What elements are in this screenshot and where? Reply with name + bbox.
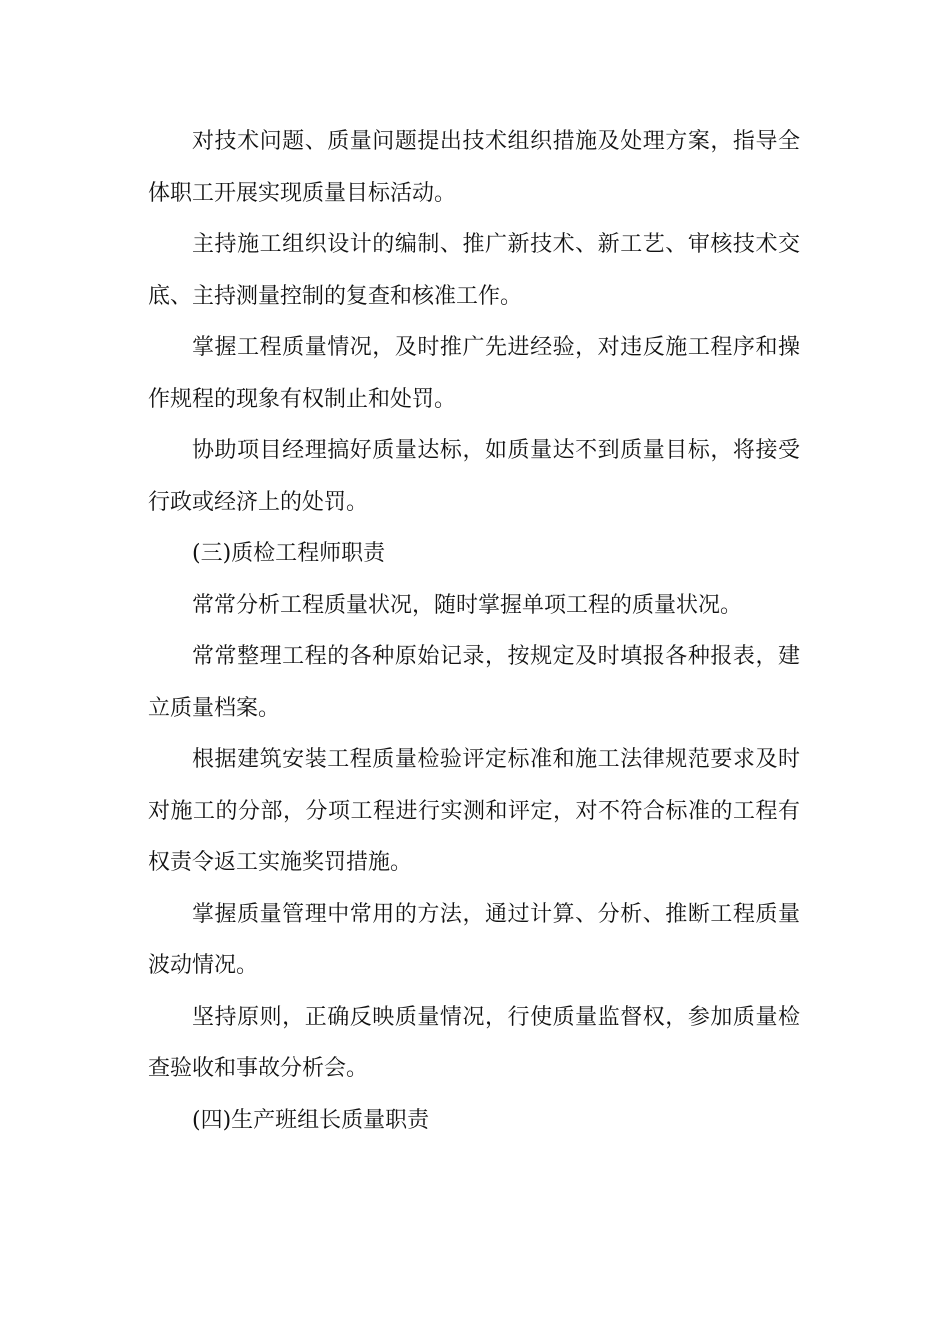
paragraph-quality-status: 掌握工程质量情况，及时推广先进经验，对违反施工程序和操作规程的现象有权制止和处罚。 (148, 335, 800, 412)
document-body (148, 116, 800, 1146)
paragraph-technical-measures: 对技术问题、质量问题提出技术组织措施及处理方案，指导全体职工开展实现质量目标活动。 (148, 129, 800, 206)
paragraph-management-methods: 掌握质量管理中常用的方法，通过计算、分析、推断工程质量波动情况。 (148, 901, 800, 978)
section-heading-inspection-engineer: (三)质检工程师职责 (192, 541, 386, 566)
paragraph-construction-design: 主持施工组织设计的编制、推广新技术、新工艺、审核技术交底、主持测量控制的复查和核准工作。 (148, 232, 800, 309)
paragraph-inspection-standards: 根据建筑安装工程质量检验评定标准和施工法律规范要求及时对施工的分部，分项工程进行实测和评定，对不符合标准的工程有权责令返工实施奖罚措施。 (148, 747, 800, 875)
paragraph-analyze-quality: 常常分析工程质量状况，随时掌握单项工程的质量状况。 (192, 592, 743, 618)
paragraph-assist-manager: 协助项目经理搞好质量达标，如质量达不到质量目标，将接受行政或经济上的处罚。 (148, 438, 800, 515)
paragraph-records: 常常整理工程的各种原始记录，按规定及时填报各种报表，建立质量档案。 (148, 644, 800, 721)
section-heading-team-leader: (四)生产班组长质量职责 (192, 1107, 430, 1133)
paragraph-principles: 坚持原则，正确反映质量情况，行使质量监督权，参加质量检查验收和事故分析会。 (148, 1004, 800, 1081)
